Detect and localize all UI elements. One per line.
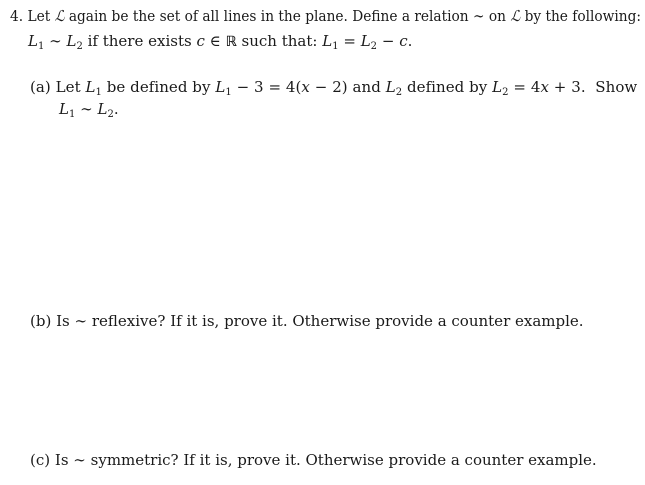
reals-symbol: ℝ <box>225 34 237 50</box>
part-a-answer-space <box>0 122 645 307</box>
relation-symbol: ∼ <box>73 451 86 469</box>
minus-symbol: − <box>314 78 328 96</box>
set-symbol: ℒ <box>510 7 521 25</box>
math-number: 4( <box>285 78 302 96</box>
part-c-label: (c) <box>30 451 51 469</box>
math-var-l1: L <box>322 32 333 50</box>
math-sub-1: 1 <box>332 41 339 52</box>
element-of-symbol: ∈ <box>209 32 221 50</box>
part-a-text-defined: be defined by <box>106 78 211 96</box>
intro-text-on: on <box>488 7 506 25</box>
math-var-l1: L <box>59 100 69 118</box>
part-a-line-1 <box>30 77 637 97</box>
problem-number: 4. <box>10 7 24 25</box>
math-var-l2: L <box>492 78 503 96</box>
definition-line <box>28 31 412 52</box>
part-a-text-and: and <box>352 78 381 96</box>
math-sub-1: 1 <box>68 109 76 120</box>
equals-symbol: = <box>513 78 527 96</box>
part-a-text-defined-by: defined by <box>406 78 488 96</box>
intro-text-let: Let <box>27 7 51 25</box>
part-b-text: reflexive? If it is, prove it. Otherwise provide a counter example. <box>91 312 584 330</box>
math-sub-2: 2 <box>76 41 83 52</box>
part-b-line <box>30 311 584 331</box>
part-a-text-let: Let <box>55 78 81 96</box>
math-sub-2: 2 <box>502 87 509 98</box>
math-var-l2: L <box>66 32 77 50</box>
equals-symbol: = <box>343 32 356 50</box>
math-var-l1: L <box>85 78 96 96</box>
part-a-text-show: Show <box>595 78 638 96</box>
minus-symbol: − <box>236 78 250 96</box>
definition-text: if there exists <box>87 32 192 50</box>
part-b-answer-space <box>0 334 645 446</box>
part-a-label: (a) <box>30 78 51 96</box>
relation-symbol: ∼ <box>74 312 88 330</box>
math-number: 2) <box>332 78 348 96</box>
math-var-c: c <box>399 32 408 50</box>
intro-text-middle: again be the set of all lines in the plane. Define a relation <box>68 7 469 25</box>
math-sub-1: 1 <box>95 87 102 98</box>
math-number: 4 <box>530 78 541 96</box>
math-number: 3 <box>254 78 264 96</box>
problem-intro-line <box>10 6 641 26</box>
math-var-x: x <box>301 78 310 96</box>
part-c-text-is: Is <box>54 451 69 469</box>
math-var-c: c <box>196 32 205 50</box>
minus-symbol: − <box>381 32 395 50</box>
part-c-text: symmetric? If it is, prove it. Otherwise provide a counter example. <box>90 451 597 469</box>
math-sub-1: 1 <box>37 41 45 52</box>
definition-text-such-that: such that: <box>241 32 318 50</box>
intro-text-end: by the following: <box>524 7 642 25</box>
relation-symbol: ∼ <box>472 7 485 25</box>
math-var-l2: L <box>360 32 371 50</box>
set-symbol: ℒ <box>54 7 65 25</box>
math-sub-2: 2 <box>395 87 403 98</box>
relation-symbol: ∼ <box>49 32 62 50</box>
period: . <box>407 32 413 50</box>
math-sub-2: 2 <box>107 109 114 120</box>
relation-symbol: ∼ <box>80 100 93 118</box>
part-b-label: (b) <box>30 312 52 330</box>
math-var-l2: L <box>97 100 108 118</box>
math-var-l1: L <box>215 78 226 96</box>
part-a-line-2 <box>59 99 119 119</box>
math-sub-1: 1 <box>225 87 232 98</box>
math-var-l2: L <box>385 78 396 96</box>
math-number: 3. <box>571 78 586 96</box>
math-var-l1: L <box>28 32 38 50</box>
math-var-x: x <box>540 78 549 96</box>
part-c-line <box>30 450 597 470</box>
plus-symbol: + <box>553 78 567 96</box>
math-sub-2: 2 <box>370 41 378 52</box>
equals-symbol: = <box>268 78 282 96</box>
part-b-text-is: Is <box>56 312 70 330</box>
period: . <box>113 100 119 118</box>
